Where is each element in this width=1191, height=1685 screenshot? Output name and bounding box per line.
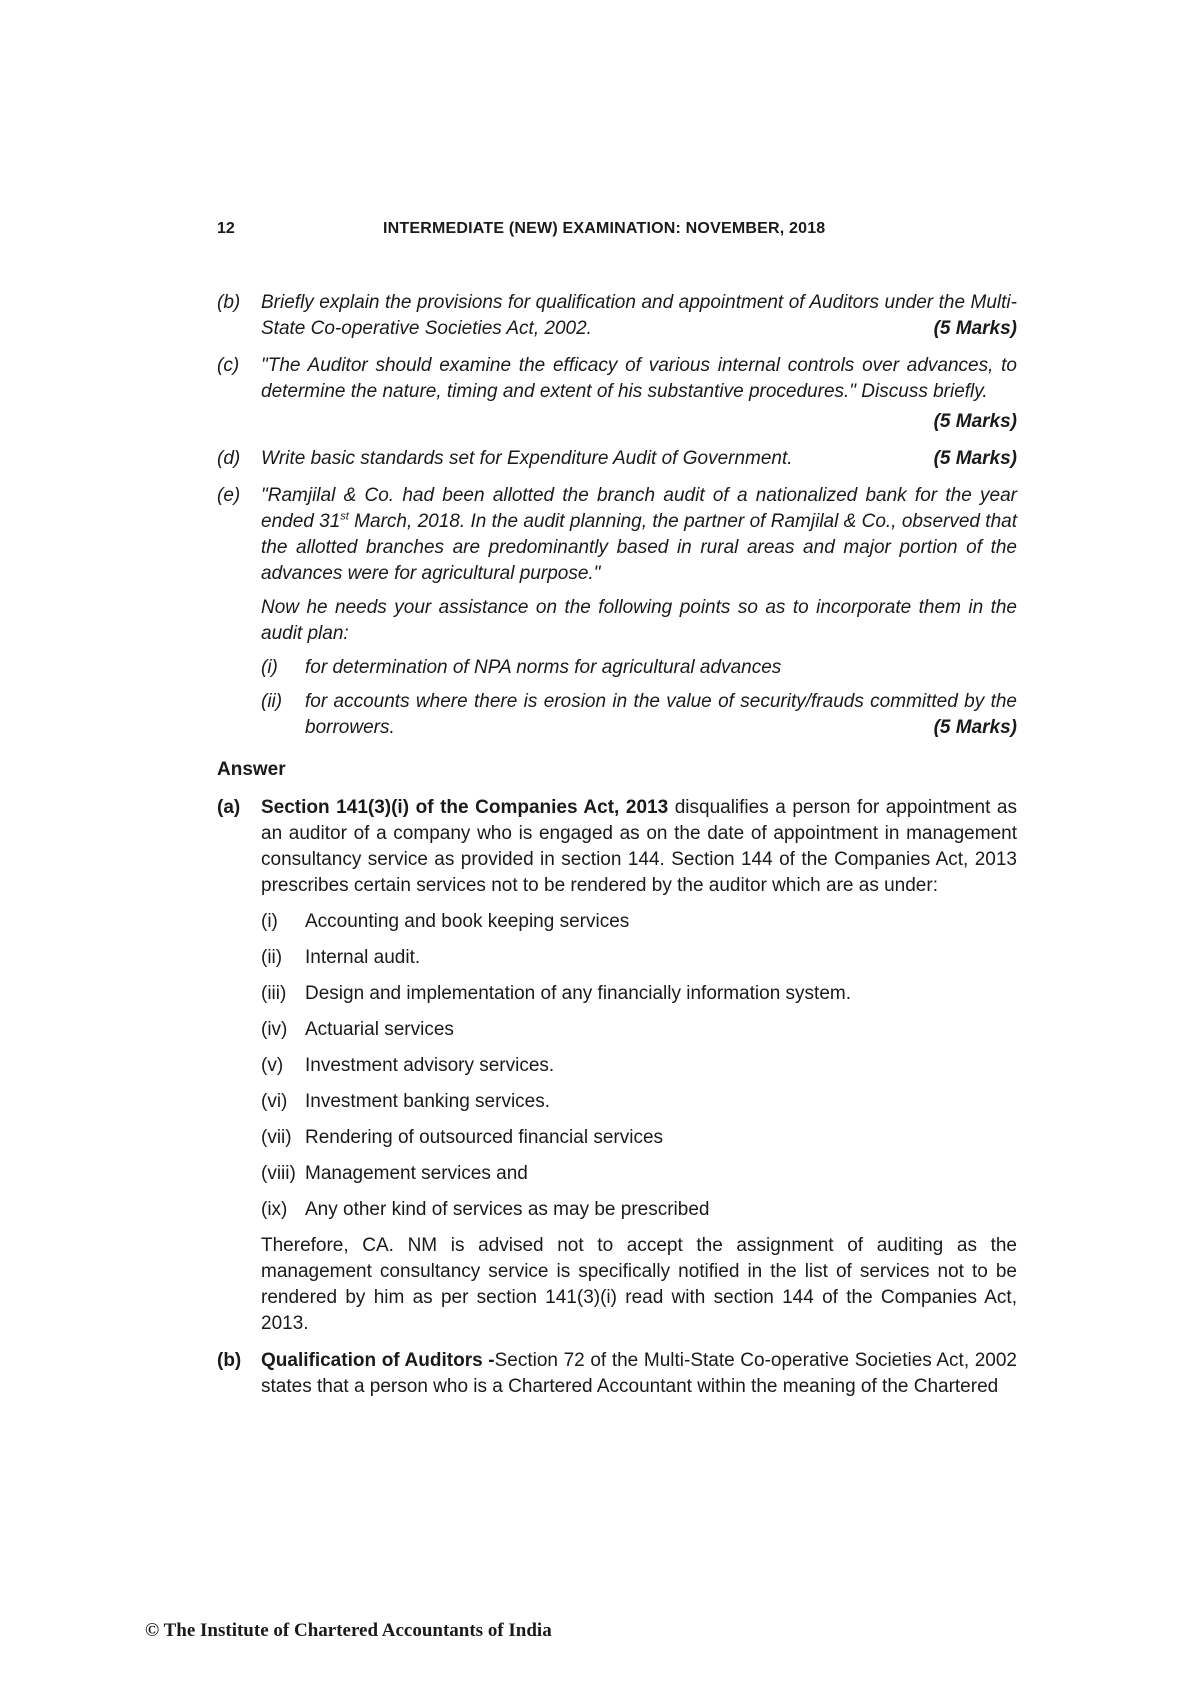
sub-label: (i)	[261, 657, 278, 678]
answer-a	[217, 795, 1017, 1337]
answer-a-text: disqualifies a person for appointment as an auditor of a company who is engaged as on the date of appointment in management consultancy service as provided in section 144. Section 144 of the Companies Act, 2013 prescribes certain services not to be rendered by the auditor which are as under:	[261, 797, 1017, 896]
question-e	[217, 483, 1017, 741]
question-d-text: Write basic standards set for Expenditure Audit of Government.	[261, 448, 793, 469]
answer-a-label: (a)	[217, 797, 241, 818]
list-item-label: (iii)	[261, 983, 287, 1004]
list-item-label: (ix)	[261, 1199, 288, 1220]
question-e-sub-ii	[261, 689, 1017, 741]
question-c-label: (c)	[217, 355, 240, 376]
list-item-label: (vii)	[261, 1127, 292, 1148]
running-header: INTERMEDIATE (NEW) EXAMINATION: NOVEMBER, 2018	[383, 220, 826, 237]
question-e-sup: st	[340, 510, 349, 523]
sub-text: for accounts where there is erosion in the value of security/frauds committed by the borrowers.	[305, 691, 1017, 738]
list-item-text: Design and implementation of any financially information system.	[305, 983, 851, 1004]
page-content	[217, 290, 1017, 1411]
answer-a-services-list	[261, 909, 1017, 1223]
answer-heading: Answer	[217, 759, 286, 780]
question-d-marks: (5 Marks)	[933, 448, 1017, 469]
list-item	[261, 1089, 1017, 1115]
list-item-text: Investment advisory services.	[305, 1055, 555, 1076]
question-e-para1	[261, 483, 1017, 587]
list-item-label: (viii)	[261, 1163, 296, 1184]
question-d-label: (d)	[217, 448, 241, 469]
list-item	[261, 1017, 1017, 1043]
list-item-label: (i)	[261, 911, 278, 932]
copyright-footer: © The Institute of Chartered Accountants of India	[145, 1620, 552, 1641]
question-c	[217, 353, 1017, 405]
list-item	[261, 1125, 1017, 1151]
question-c-text: "The Auditor should examine the efficacy of various internal controls over advances, to determine the nature, timing and extent of his substantive procedures." Discuss briefly.	[261, 355, 1017, 402]
list-item	[261, 945, 1017, 971]
question-b-marks: (5 Marks)	[933, 318, 1017, 339]
question-e-sub-i	[261, 655, 1017, 681]
list-item-label: (vi)	[261, 1091, 288, 1112]
question-e-marks: (5 Marks)	[933, 717, 1017, 738]
list-item-text: Accounting and book keeping services	[305, 911, 630, 932]
answer-a-lead: Section 141(3)(i) of the Companies Act, 2013	[261, 797, 669, 818]
answer-b-lead: Qualification of Auditors -	[261, 1350, 495, 1371]
list-item-text: Internal audit.	[305, 947, 421, 968]
list-item	[261, 1197, 1017, 1223]
question-e-text-1: "Ramjilal & Co. had been allotted the branch audit of a nationalized bank for the year ended 31	[261, 485, 1017, 532]
answer-b-text: Section 72 of the Multi-State Co-operative Societies Act, 2002 states that a person who is a Chartered Accountant within the meaning of the Chartered	[261, 1350, 1017, 1397]
sub-text: for determination of NPA norms for agricultural advances	[305, 657, 782, 678]
list-item-label: (iv)	[261, 1019, 288, 1040]
question-d	[217, 446, 1017, 472]
list-item-text: Management services and	[305, 1163, 528, 1184]
question-e-text-2: March, 2018. In the audit planning, the partner of Ramjilal & Co., observed that the allotted branches are predominantly based in rural areas and major portion of the advances were for agricultural purpose."	[261, 511, 1017, 584]
question-b	[217, 290, 1017, 342]
list-item	[261, 1161, 1017, 1187]
answer-a-conclusion: Therefore, CA. NM is advised not to accept the assignment of auditing as the management consultancy service is specifically notified in the list of services not to be rendered by him as per section 141(3)(i) read with section 144 of the Companies Act, 2013.	[261, 1235, 1017, 1334]
question-b-text: Briefly explain the provisions for qualification and appointment of Auditors under the Multi-State Co-operative Societies Act, 2002.	[261, 292, 1017, 339]
answer-b-text-block	[261, 1348, 1017, 1400]
question-b-label: (b)	[217, 292, 241, 313]
answer-a-intro	[261, 795, 1017, 899]
list-item-text: Rendering of outsourced financial services	[305, 1127, 664, 1148]
list-item-label: (v)	[261, 1055, 284, 1076]
sub-label: (ii)	[261, 691, 283, 712]
list-item-text: Investment banking services.	[305, 1091, 551, 1112]
question-e-para2: Now he needs your assistance on the following points so as to incorporate them in the audit plan:	[261, 597, 1017, 644]
list-item-text: Actuarial services	[305, 1019, 454, 1040]
list-item-label: (ii)	[261, 947, 283, 968]
answer-b	[217, 1348, 1017, 1400]
question-e-label: (e)	[217, 485, 241, 506]
answer-b-label: (b)	[217, 1350, 242, 1371]
question-c-marks: (5 Marks)	[933, 411, 1017, 432]
list-item	[261, 909, 1017, 935]
list-item	[261, 981, 1017, 1007]
page-number: 12	[217, 220, 235, 237]
list-item	[261, 1053, 1017, 1079]
list-item-text: Any other kind of services as may be prescribed	[305, 1199, 710, 1220]
